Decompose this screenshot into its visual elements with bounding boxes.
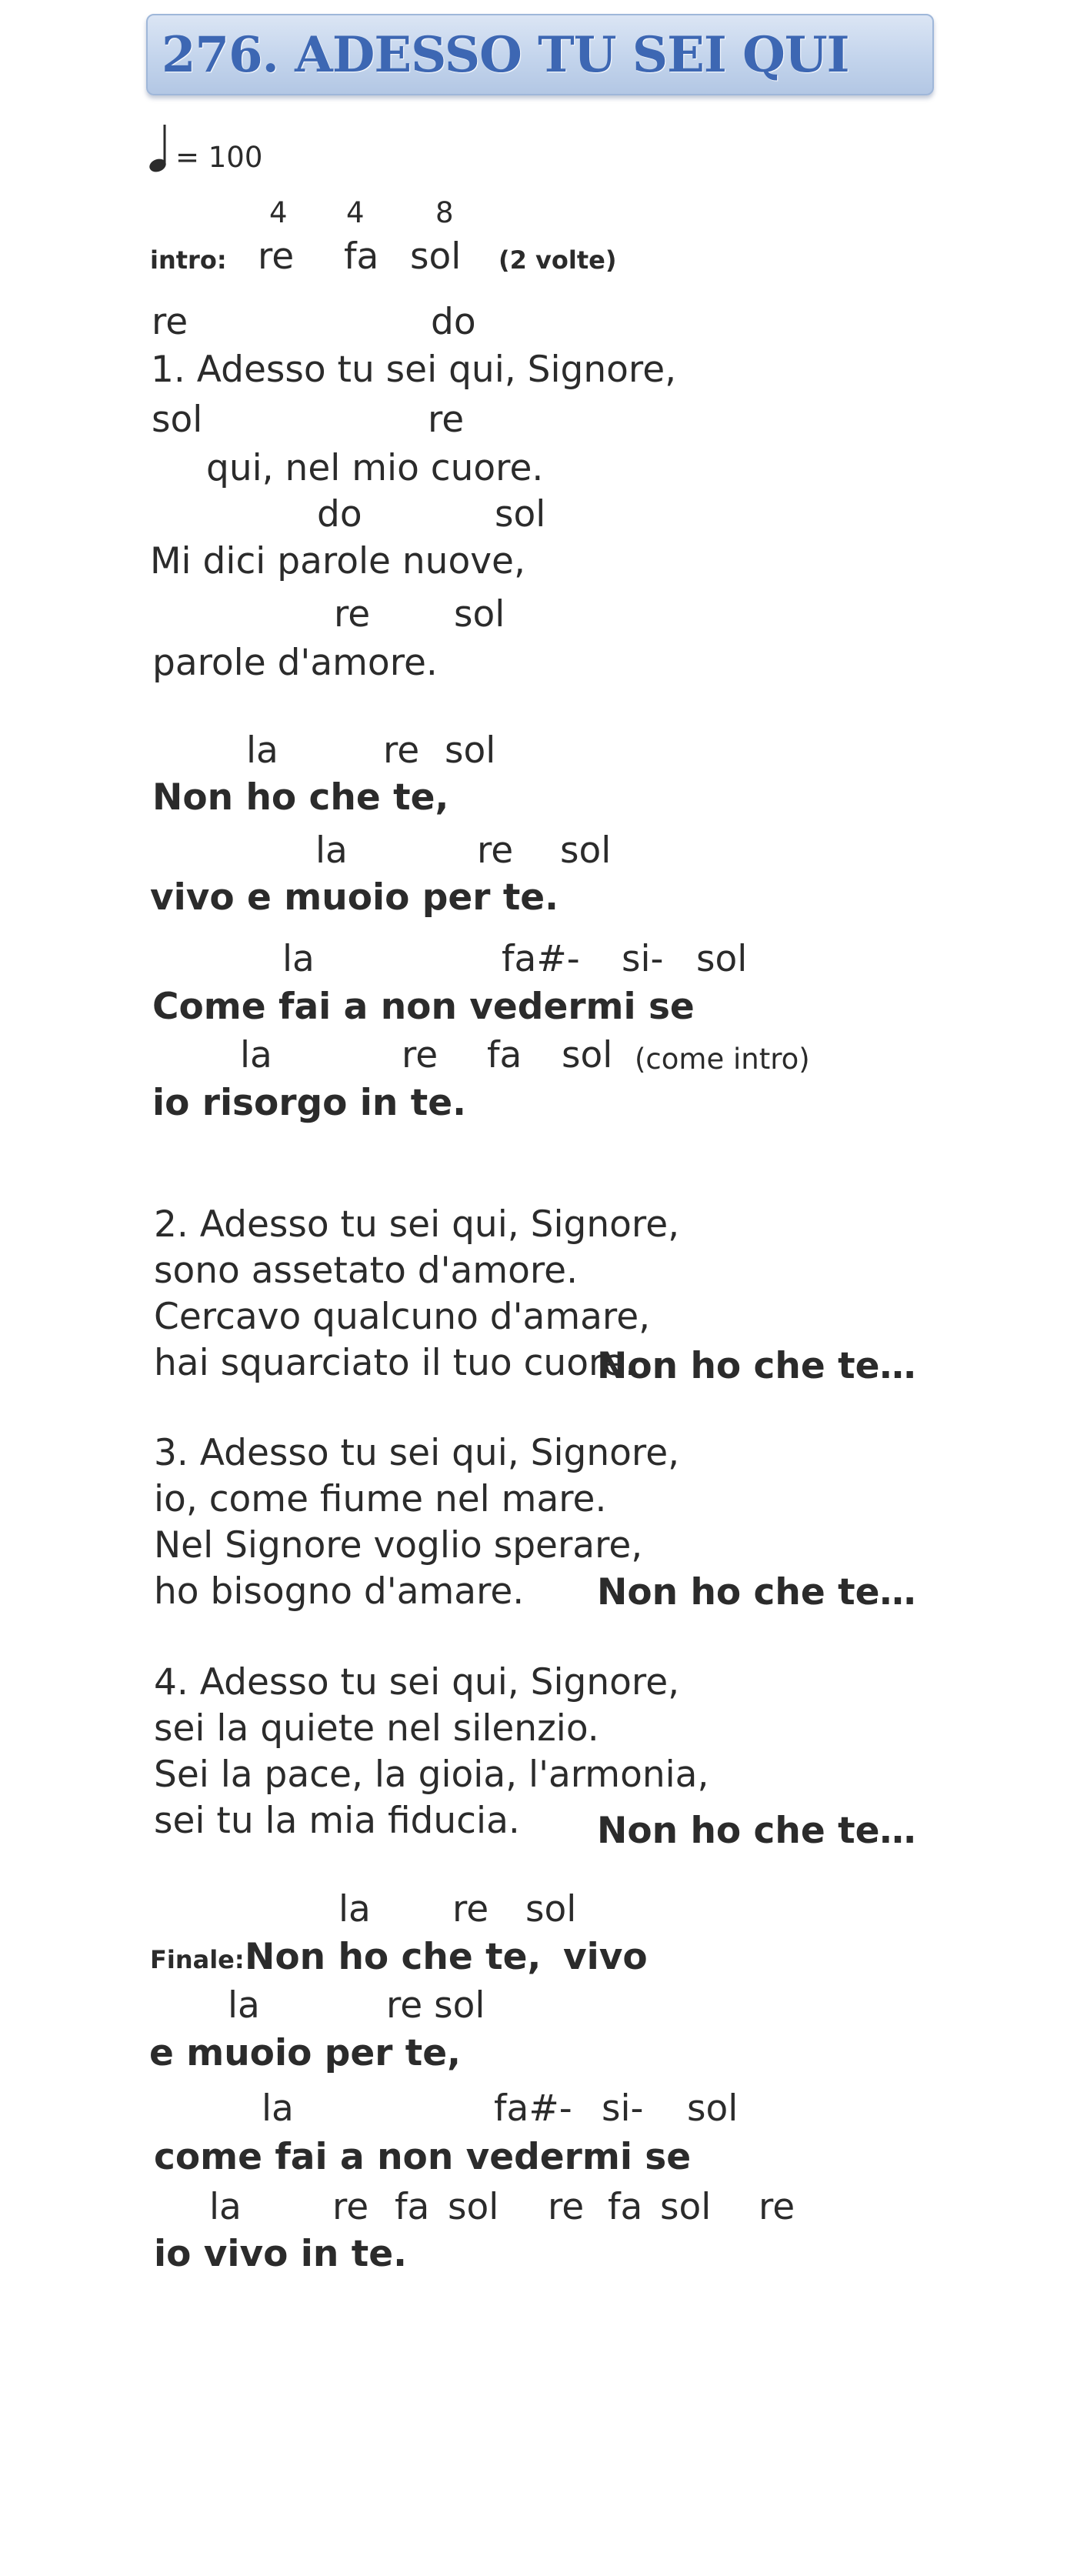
lyric-line: 3. Adesso tu sei qui, Signore, <box>154 1432 680 1474</box>
refrain-reference: Non ho che te… <box>597 1810 916 1852</box>
intro-count: 8 <box>435 196 454 229</box>
chord: si- <box>602 2087 644 2130</box>
lyric-line: parole d'amore. <box>152 642 438 684</box>
quarter-note-icon <box>148 123 171 174</box>
intro-note: (2 volte) <box>498 245 617 275</box>
chord: fa#- <box>494 2087 572 2130</box>
finale-label: Finale: <box>150 1945 245 1974</box>
lyric-line: 1. Adesso tu sei qui, Signore, <box>151 349 677 391</box>
page-title: 276. ADESSO TU SEI QUI <box>162 26 849 84</box>
lyric-line: Sei la pace, la gioia, l'armonia, <box>154 1753 709 1796</box>
chord: re <box>402 1034 438 1076</box>
lyric-line: sei la quiete nel silenzio. <box>154 1707 599 1750</box>
finale-line: come fai a non vedermi se <box>154 2136 692 2178</box>
chord: fa <box>395 2186 430 2228</box>
chord: re <box>477 829 514 872</box>
finale-line: Non ho che te, <box>245 1936 542 1978</box>
chord: sol <box>560 829 612 872</box>
chord: la <box>228 1984 260 2027</box>
chord: fa <box>487 1034 522 1076</box>
chord: re <box>759 2186 795 2228</box>
finale-line: vivo <box>563 1936 648 1978</box>
chord: fa <box>608 2186 643 2228</box>
chord: re <box>332 2186 369 2228</box>
chord: re <box>548 2186 585 2228</box>
refrain-reference: Non ho che te… <box>597 1571 916 1613</box>
chord: do <box>431 301 476 343</box>
refrain-line: io risorgo in te. <box>152 1082 466 1124</box>
chord: re <box>258 235 295 278</box>
chord: sol <box>152 399 203 441</box>
refrain-note: (come intro) <box>635 1043 810 1076</box>
lyric-line: 4. Adesso tu sei qui, Signore, <box>154 1661 680 1703</box>
chord: sol <box>445 729 496 772</box>
chord: re <box>428 399 465 441</box>
chord: la <box>246 729 278 772</box>
lyric-line: qui, nel mio cuore. <box>206 447 544 489</box>
chord: sol <box>495 493 546 536</box>
lyric-line: ho bisogno d'amare. <box>154 1570 525 1613</box>
chord: la <box>315 829 348 872</box>
lyric-line: sei tu la mia fiducia. <box>154 1800 520 1842</box>
chord: fa <box>344 235 379 278</box>
chord: fa#- <box>502 938 580 980</box>
lyric-line: Nel Signore voglio sperare, <box>154 1524 643 1567</box>
lyric-line: Cercavo qualcuno d'amare, <box>154 1296 651 1338</box>
chord: sol <box>562 1034 613 1076</box>
chord: sol <box>448 2186 499 2228</box>
title-banner <box>146 14 934 95</box>
finale-line: e muoio per te, <box>149 2032 461 2074</box>
tempo-value: = 100 <box>175 141 263 174</box>
lyric-line: sono assetato d'amore. <box>154 1250 579 1292</box>
intro-count: 4 <box>269 196 288 229</box>
chord: sol <box>687 2087 739 2130</box>
chord: re <box>334 593 371 636</box>
chord: sol <box>454 593 505 636</box>
intro-label: intro: <box>150 245 227 275</box>
refrain-line: vivo e muoio per te. <box>150 876 559 919</box>
chord: la <box>262 2087 294 2130</box>
chord: la <box>338 1888 371 1930</box>
lyric-line: 2. Adesso tu sei qui, Signore, <box>154 1203 680 1246</box>
chord: re sol <box>386 1984 485 2027</box>
chord: la <box>209 2186 242 2228</box>
refrain-line: Come fai a non vedermi se <box>152 986 695 1028</box>
chord: la <box>282 938 315 980</box>
lyric-line: hai squarciato il tuo cuore. <box>154 1342 637 1384</box>
chord: re <box>152 301 188 343</box>
chord: si- <box>622 938 664 980</box>
chord: do <box>317 493 362 536</box>
chord: sol <box>410 235 462 278</box>
chord: re <box>383 729 420 772</box>
refrain-reference: Non ho che te… <box>597 1345 916 1387</box>
chord: re <box>452 1888 489 1930</box>
intro-count: 4 <box>346 196 365 229</box>
chord: la <box>240 1034 272 1076</box>
lyric-line: io, come fiume nel mare. <box>154 1478 607 1520</box>
finale-line: io vivo in te. <box>154 2233 407 2275</box>
refrain-line: Non ho che te, <box>152 776 449 819</box>
chord: sol <box>696 938 748 980</box>
chord: sol <box>660 2186 712 2228</box>
lyric-line: Mi dici parole nuove, <box>150 540 525 582</box>
chord: sol <box>525 1888 577 1930</box>
